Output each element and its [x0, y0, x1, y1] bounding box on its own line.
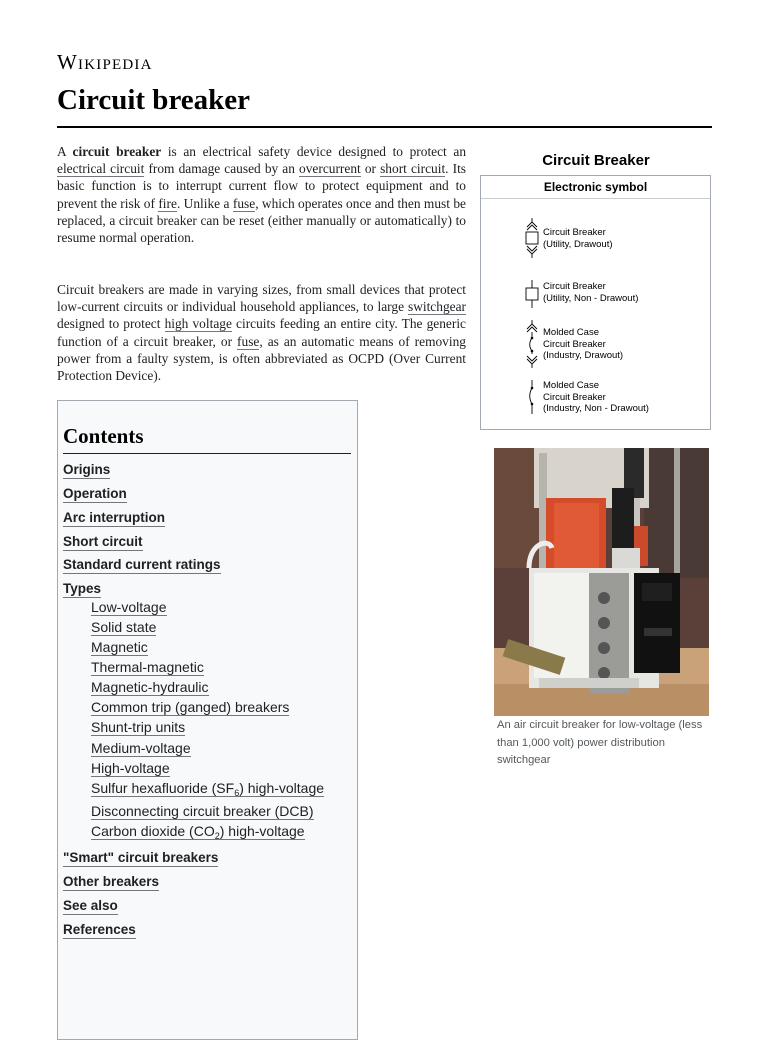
- toc-link-high-voltage[interactable]: High-voltage: [91, 760, 170, 776]
- symbol-label-3: Molded Case Circuit Breaker (Industry, Drawout): [543, 327, 624, 361]
- intro-paragraph: A circuit breaker is an electrical safety device designed to protect an electrical circuit from damage caused by an overcurrent or short circuit. Its basic function is to interrupt current flow to protect equipment and to prevent the risk of fire. Unlike a fuse, which operates once and then must be replaced, a circuit breaker can be reset (either manually or automatically) to resume normal operation.: [57, 144, 467, 246]
- toc-link-magnetic[interactable]: Magnetic: [91, 639, 148, 655]
- table-of-contents: [57, 400, 358, 1040]
- symbol-label-2: Circuit Breaker (Utility, Non - Drawout): [543, 281, 639, 304]
- toc-link-operation[interactable]: Operation: [63, 486, 127, 501]
- photo-caption: An air circuit breaker for low-voltage (less than 1,000 volt) power distribution switchgear: [497, 719, 703, 766]
- air-circuit-breaker-photo[interactable]: [494, 448, 709, 716]
- infobox-caption: Circuit Breaker: [542, 152, 650, 169]
- link-switchgear[interactable]: switchgear: [407, 299, 466, 315]
- toc-link-arc-interruption[interactable]: Arc interruption: [63, 510, 166, 525]
- link-fuse[interactable]: fuse: [232, 195, 256, 211]
- infobox: [480, 175, 711, 430]
- symbol-label-4: Molded Case Circuit Breaker (Industry, Non - Drawout): [543, 380, 649, 414]
- wikipedia-wordmark[interactable]: Wikipedia: [57, 50, 153, 74]
- toc-link-low-voltage[interactable]: Low-voltage: [91, 599, 167, 615]
- breaker-fixed-symbol-icon: [521, 280, 545, 308]
- toc-link-shunt-trip[interactable]: Shunt-trip units: [91, 719, 186, 735]
- toc-link-see-also[interactable]: See also: [63, 898, 118, 913]
- toc-link-smart-breakers[interactable]: "Smart" circuit breakers: [63, 850, 219, 865]
- toc-link-medium-voltage[interactable]: Medium-voltage: [91, 740, 191, 756]
- breaker-drawout-symbol-icon: [521, 218, 545, 258]
- toc-link-references[interactable]: References: [63, 922, 136, 937]
- link-overcurrent[interactable]: overcurrent: [299, 161, 361, 177]
- toc-link-co2[interactable]: Carbon dioxide $(CO_2)$ high-voltage: [91, 823, 305, 841]
- symbol-label-1: Circuit Breaker (Utility, Drawout): [543, 227, 613, 250]
- second-paragraph: Circuit breakers are made in varying sizes, from small devices that protect low-current circuits or individual household appliances, to large switchgear designed to protect high voltage circuits feeding an entire city. The generic function of a circuit breaker, or fuse, as an automatic means of removing power from a faulty system, is often abbreviated as OCPD (Over Current Protection Device).: [57, 282, 466, 384]
- link-high-voltage[interactable]: high voltage: [164, 316, 232, 332]
- toc-link-origins[interactable]: Origins: [63, 462, 111, 477]
- link-short-circuit[interactable]: short circuit: [380, 161, 446, 177]
- toc-link-standard-current-ratings[interactable]: Standard current ratings: [63, 557, 221, 572]
- toc-link-other-breakers[interactable]: Other breakers: [63, 874, 160, 889]
- toc-link-magnetic-hydraulic[interactable]: Magnetic-hydraulic: [91, 679, 209, 695]
- link-fuse-2[interactable]: fuse: [237, 333, 260, 349]
- toc-link-dcb[interactable]: Disconnecting circuit breaker (DCB): [91, 803, 314, 819]
- toc-link-common-trip[interactable]: Common trip (ganged) breakers: [91, 699, 290, 715]
- toc-link-thermal-magnetic[interactable]: Thermal-magnetic: [91, 659, 204, 675]
- title-divider: [57, 126, 712, 128]
- toc-link-types[interactable]: Types: [63, 581, 102, 596]
- toc-title: Contents: [63, 424, 144, 448]
- infobox-header: Electronic symbol: [481, 176, 710, 199]
- toc-link-solid-state[interactable]: Solid state: [91, 619, 157, 635]
- toc-link-sf6[interactable]: Sulfur hexafluoride $(SF_6)$ high-voltage: [91, 780, 325, 798]
- toc-divider: [63, 453, 351, 454]
- link-electrical-circuit[interactable]: electrical circuit: [57, 161, 145, 177]
- molded-case-drawout-symbol-icon: [521, 320, 545, 368]
- link-fire[interactable]: fire: [158, 195, 177, 211]
- page-title: Circuit breaker: [57, 84, 251, 116]
- molded-case-fixed-symbol-icon: [521, 380, 545, 414]
- toc-link-short-circuit[interactable]: Short circuit: [63, 534, 143, 549]
